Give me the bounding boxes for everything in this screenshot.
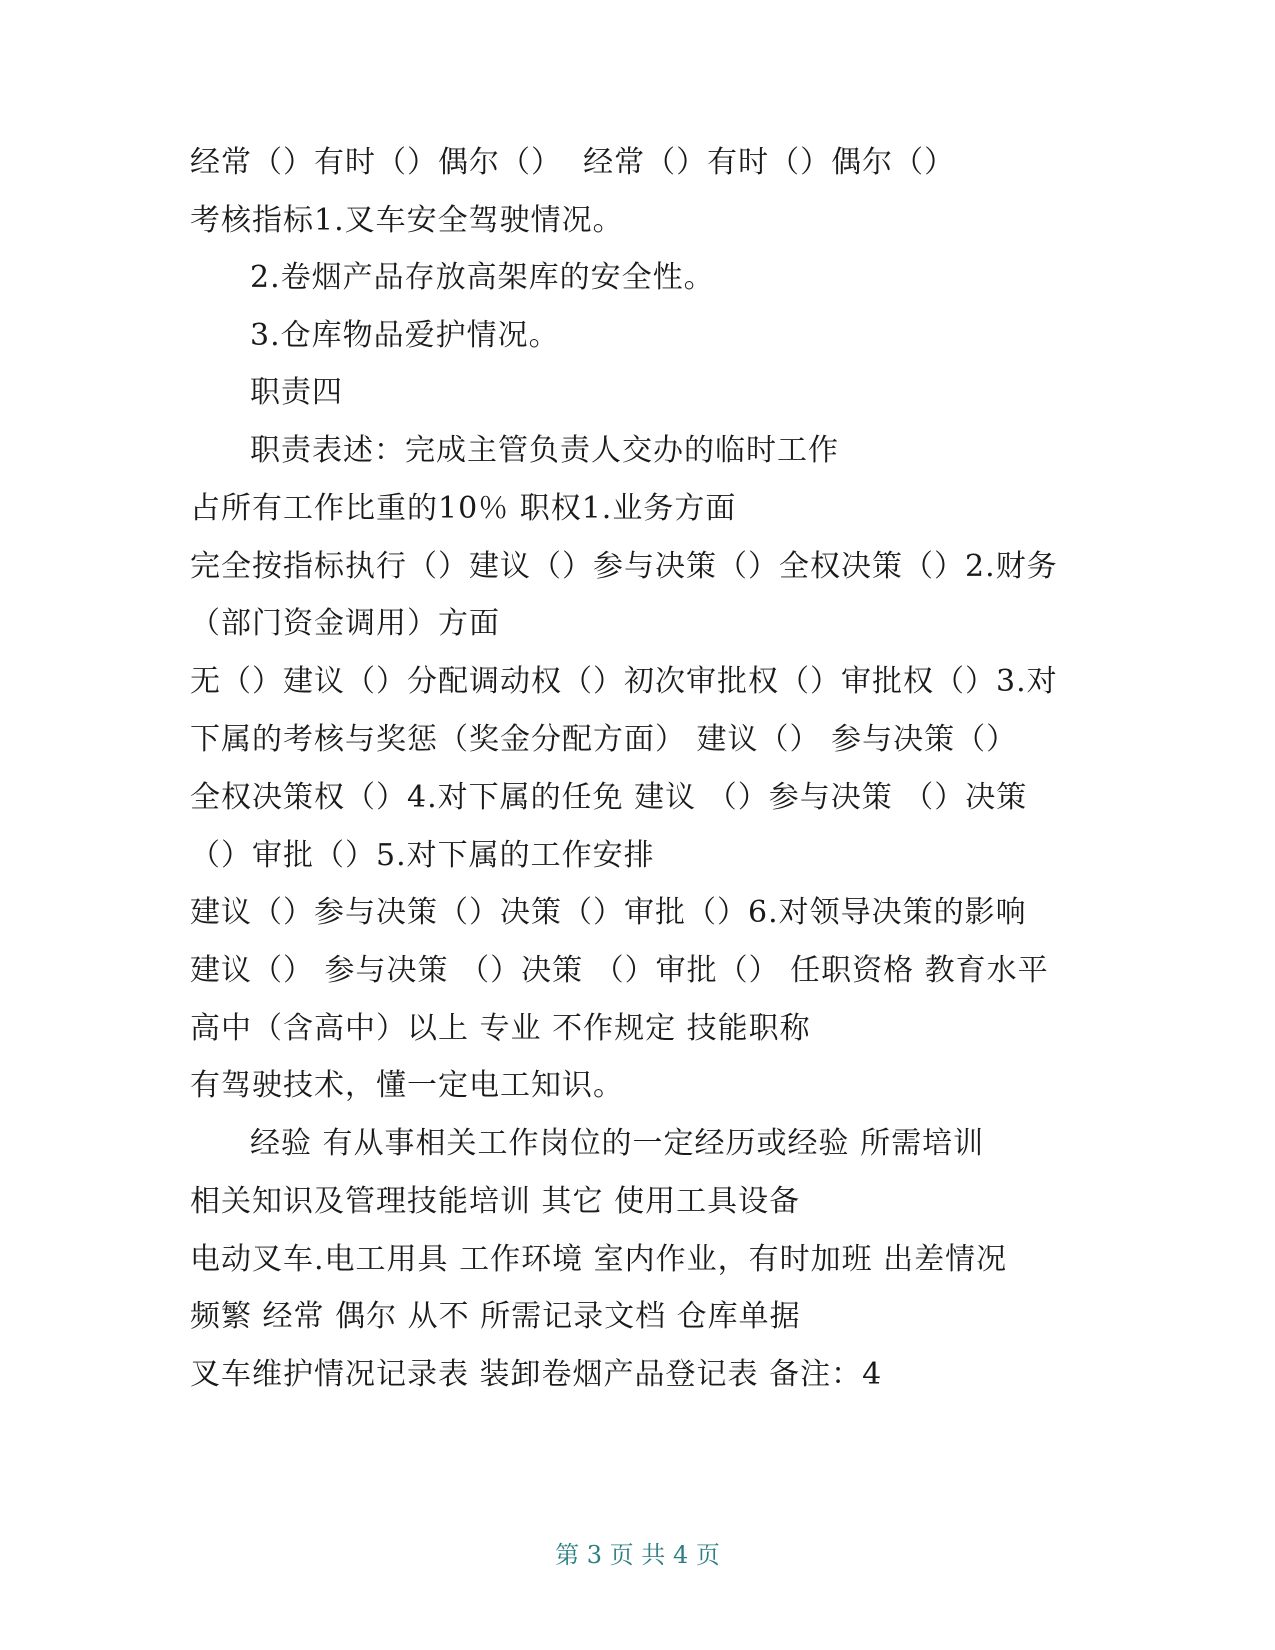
text-line-4: 3.仓库物品爱护情况。	[250, 318, 560, 353]
page-footer: 第 3 页 共 4 页	[555, 1541, 720, 1569]
text-line-6: 职责表述：完成主管负责人交办的临时工作	[250, 433, 839, 468]
text-line-18: 经验 有从事相关工作岗位的一定经历或经验 所需培训	[250, 1126, 985, 1161]
text-line-7: 占所有工作比重的10％ 职权1.业务方面	[190, 491, 737, 526]
text-line-21: 频繁 经常 偶尔 从不 所需记录文档 仓库单据	[190, 1299, 801, 1334]
text-line-10: 无（）建议（）分配调动权（）初次审批权（）审批权（）3.对	[190, 664, 1058, 699]
text-line-13: （）审批（）5.对下属的工作安排	[190, 838, 655, 873]
text-line-3: 2.卷烟产品存放高架库的安全性。	[250, 260, 715, 295]
text-line-1: 经常（）有时（）偶尔（） 经常（）有时（）偶尔（）	[190, 145, 956, 180]
text-line-17: 有驾驶技术，懂一定电工知识。	[190, 1068, 624, 1103]
text-line-20: 电动叉车.电工用具 工作环境 室内作业，有时加班 出差情况	[190, 1242, 1008, 1277]
section-heading: 职责四	[250, 375, 343, 410]
text-line-8: 完全按指标执行（）建议（）参与决策（）全权决策（）2.财务	[190, 549, 1058, 584]
text-line-11: 下属的考核与奖惩（奖金分配方面） 建议（） 参与决策（）	[190, 722, 1018, 757]
text-line-12: 全权决策权（）4.对下属的任免 建议 （）参与决策 （）决策	[190, 780, 1028, 815]
text-line-16: 高中（含高中）以上 专业 不作规定 技能职称	[190, 1011, 811, 1046]
text-line-2: 考核指标1.叉车安全驾驶情况。	[190, 203, 624, 238]
text-line-19: 相关知识及管理技能培训 其它 使用工具设备	[190, 1184, 801, 1219]
text-line-22: 叉车维护情况记录表 装卸卷烟产品登记表 备注：4	[190, 1357, 883, 1392]
text-line-15: 建议（） 参与决策 （）决策 （）审批（） 任职资格 教育水平	[190, 953, 1049, 988]
text-line-14: 建议（）参与决策（）决策（）审批（）6.对领导决策的影响	[190, 895, 1027, 930]
text-line-9: （部门资金调用）方面	[190, 606, 500, 641]
